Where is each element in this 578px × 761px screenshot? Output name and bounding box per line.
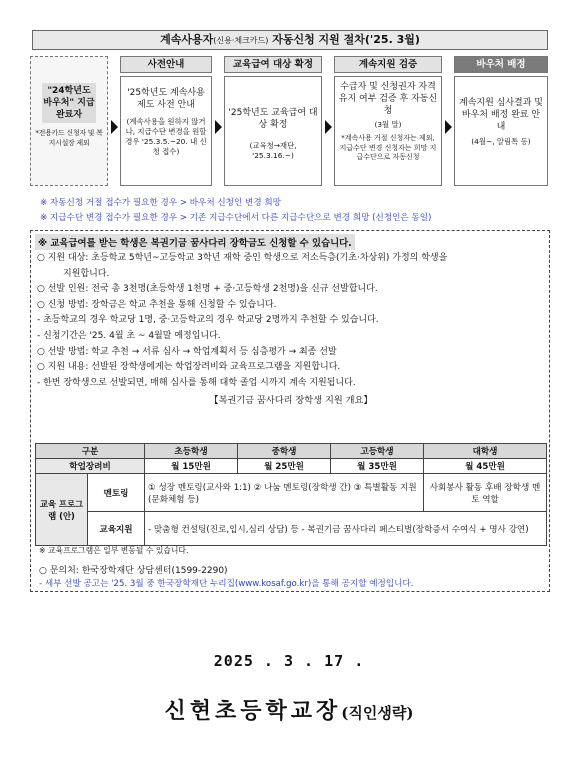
info-line: ○ 신청 방법: 장학금은 학교 추천을 통해 신청할 수 있습니다. [37, 299, 277, 310]
scholarship-heading: ※ 교육급여를 받는 학생은 복권기금 꿈사다리 장학금도 신청할 수 있습니다. [35, 234, 355, 250]
title-main: 계속사용자 [160, 33, 214, 46]
info-line: - 초등학교의 경우 학교당 1명, 중·고등학교의 경우 학교당 2명까지 추천할 수 있습니다. [37, 315, 379, 326]
step3-note: *계속사용 거절 신청자는 제외, 지급수단 변경 신청자는 희망 지급수단으로 자동신청 [339, 134, 437, 161]
contact-line: ○ 문의처: 한국장학재단 상담센터(1599-2290) [39, 566, 228, 576]
table-cell: 월 15만원 [145, 459, 238, 474]
table-row [36, 474, 547, 512]
step1-sub: (계속사용을 원하지 않거나, 지급수단 변경을 원할 경우 '25.3.5.~20. 내 신청 접수) [125, 117, 207, 156]
scholarship-box [30, 230, 550, 592]
table-cell: 멘토링 [88, 474, 145, 512]
step0-main: "24학년도 바우처" 지급 완료자 [42, 83, 96, 123]
table-cell: 교육지원 [88, 512, 145, 546]
arrow-right-icon [111, 120, 118, 134]
table-cell: 사회봉사 활동 후배 장학생 멘토 역할 [424, 474, 547, 512]
table-cell: 교육 프로그램 (안) [36, 474, 88, 546]
info-line: 지원합니다. [63, 268, 110, 279]
info-line: ○ 선발 인원: 전국 총 3천명(초등학생 1천명 + 중·고등학생 2천명)을 신규 선발합니다. [37, 284, 378, 295]
page-title [32, 30, 548, 50]
step2-main: '25학년도 교육급여 대상 확정 [228, 108, 318, 130]
table-cell: - 맞춤형 컨설팅(진로,입시,심리 상담) 등 - 복권기금 꿈사다리 페스티벌(장학증서 수여식 + 명사 강연) [145, 512, 547, 546]
step-continue-verify [334, 56, 442, 186]
step4-sub: (4월~, 알림톡 등) [471, 137, 531, 146]
seal-omitted: (직인생략) [341, 704, 414, 722]
table-cell: 학업장려비 [36, 459, 145, 474]
step1-main: '25학년도 계속사용제도 사전 안내 [127, 88, 205, 110]
table-cell: ① 성장 멘토링(교사와 1:1) ② 나눔 멘토링(장학생 간) ③ 특별활동 지원(문화체험 등) [145, 474, 424, 512]
table-cell: 월 25만원 [238, 459, 331, 474]
support-table [35, 443, 547, 546]
step4-main: 계속지원 심사결과 및 바우처 배정 완료 안내 [459, 98, 543, 132]
program-note: ※ 교육프로그램은 일부 변동될 수 있습니다. [39, 546, 189, 555]
signature [0, 694, 578, 725]
table-header: 구분 [36, 444, 145, 459]
table-header: 고등학생 [331, 444, 424, 459]
school-principal: 신현초등학교장 [164, 698, 342, 724]
arrow-right-icon [215, 120, 222, 134]
step-benefit-confirm [224, 56, 322, 186]
info-line: ○ 지원 대상: 초등학교 5학년~고등학교 3학년 재학 중인 학생으로 저소득층(기초·차상위) 가정의 학생을 [37, 253, 448, 263]
scholarship-lines [37, 251, 545, 409]
table-header-row [36, 444, 547, 459]
step3-main: 수급자 및 신청권자 자격 유지 여부 검증 후 자동신청 [338, 82, 438, 116]
table-header: 초등학생 [145, 444, 238, 459]
note-line: ※ 지급수단 변경 접수가 필요한 경우 > 기존 지급수단에서 다른 지급수단으로 변경 희망 (신청인은 동일) [40, 213, 432, 223]
flow-notes [40, 196, 550, 226]
step4-head: 바우처 배정 [454, 56, 548, 73]
table-header: 대학생 [424, 444, 547, 459]
arrow-right-icon [445, 120, 452, 134]
step0-note: *전용카드 신청자 및 복지시설장 제외 [35, 129, 103, 147]
step-advance-notice [120, 56, 212, 186]
procedure-flow [30, 56, 550, 190]
step1-head: 사전안내 [120, 56, 212, 73]
table-row [36, 512, 547, 546]
table-title: 【복권기금 꿈사다리 장학생 지원 개요】 [209, 395, 373, 407]
step2-sub: (교육청→재단, '25.3.16.~) [249, 141, 297, 160]
info-line: ○ 선발 방법: 학교 추천 → 서류 심사 → 학업계획서 등 심층평가 → 최종 선발 [37, 346, 337, 357]
info-line: - 신청기간은 '25. 4월 초 ~ 4월말 예정입니다. [37, 330, 221, 341]
title-rest: 자동신청 지원 절차('25. 3월) [268, 33, 420, 46]
step-prior-voucher [30, 56, 108, 186]
info-line: ○ 지원 내용: 선발된 장학생에게는 학업장려비와 교육프로그램을 지원합니다. [37, 362, 341, 373]
contact-sub-line: - 세부 선발 공고는 '25. 3월 중 한국장학재단 누리집(www.kosaf.go.kr)을 통해 공지할 예정입니다. [39, 579, 414, 589]
table-header: 중학생 [238, 444, 331, 459]
table-row [36, 459, 547, 474]
title-sub: (신용·체크카드) [213, 36, 269, 45]
step3-head: 계속지원 검증 [334, 56, 442, 73]
step3-sub: (3월 말) [374, 120, 402, 129]
step2-head: 교육급여 대상 확정 [224, 56, 322, 73]
step-voucher-assign [454, 56, 548, 186]
info-line: - 한번 장학생으로 선발되면, 매해 심사를 통해 대학 졸업 시까지 계속 지원됩니다. [37, 377, 356, 388]
arrow-right-icon [325, 120, 332, 134]
document-date: 2025 . 3 . 17 . [213, 652, 365, 670]
table-cell: 월 35만원 [331, 459, 424, 474]
table-cell: 월 45만원 [424, 459, 547, 474]
note-line: ※ 자동신청 거절 접수가 필요한 경우 > 바우처 신청인 변경 희망 [40, 198, 281, 208]
